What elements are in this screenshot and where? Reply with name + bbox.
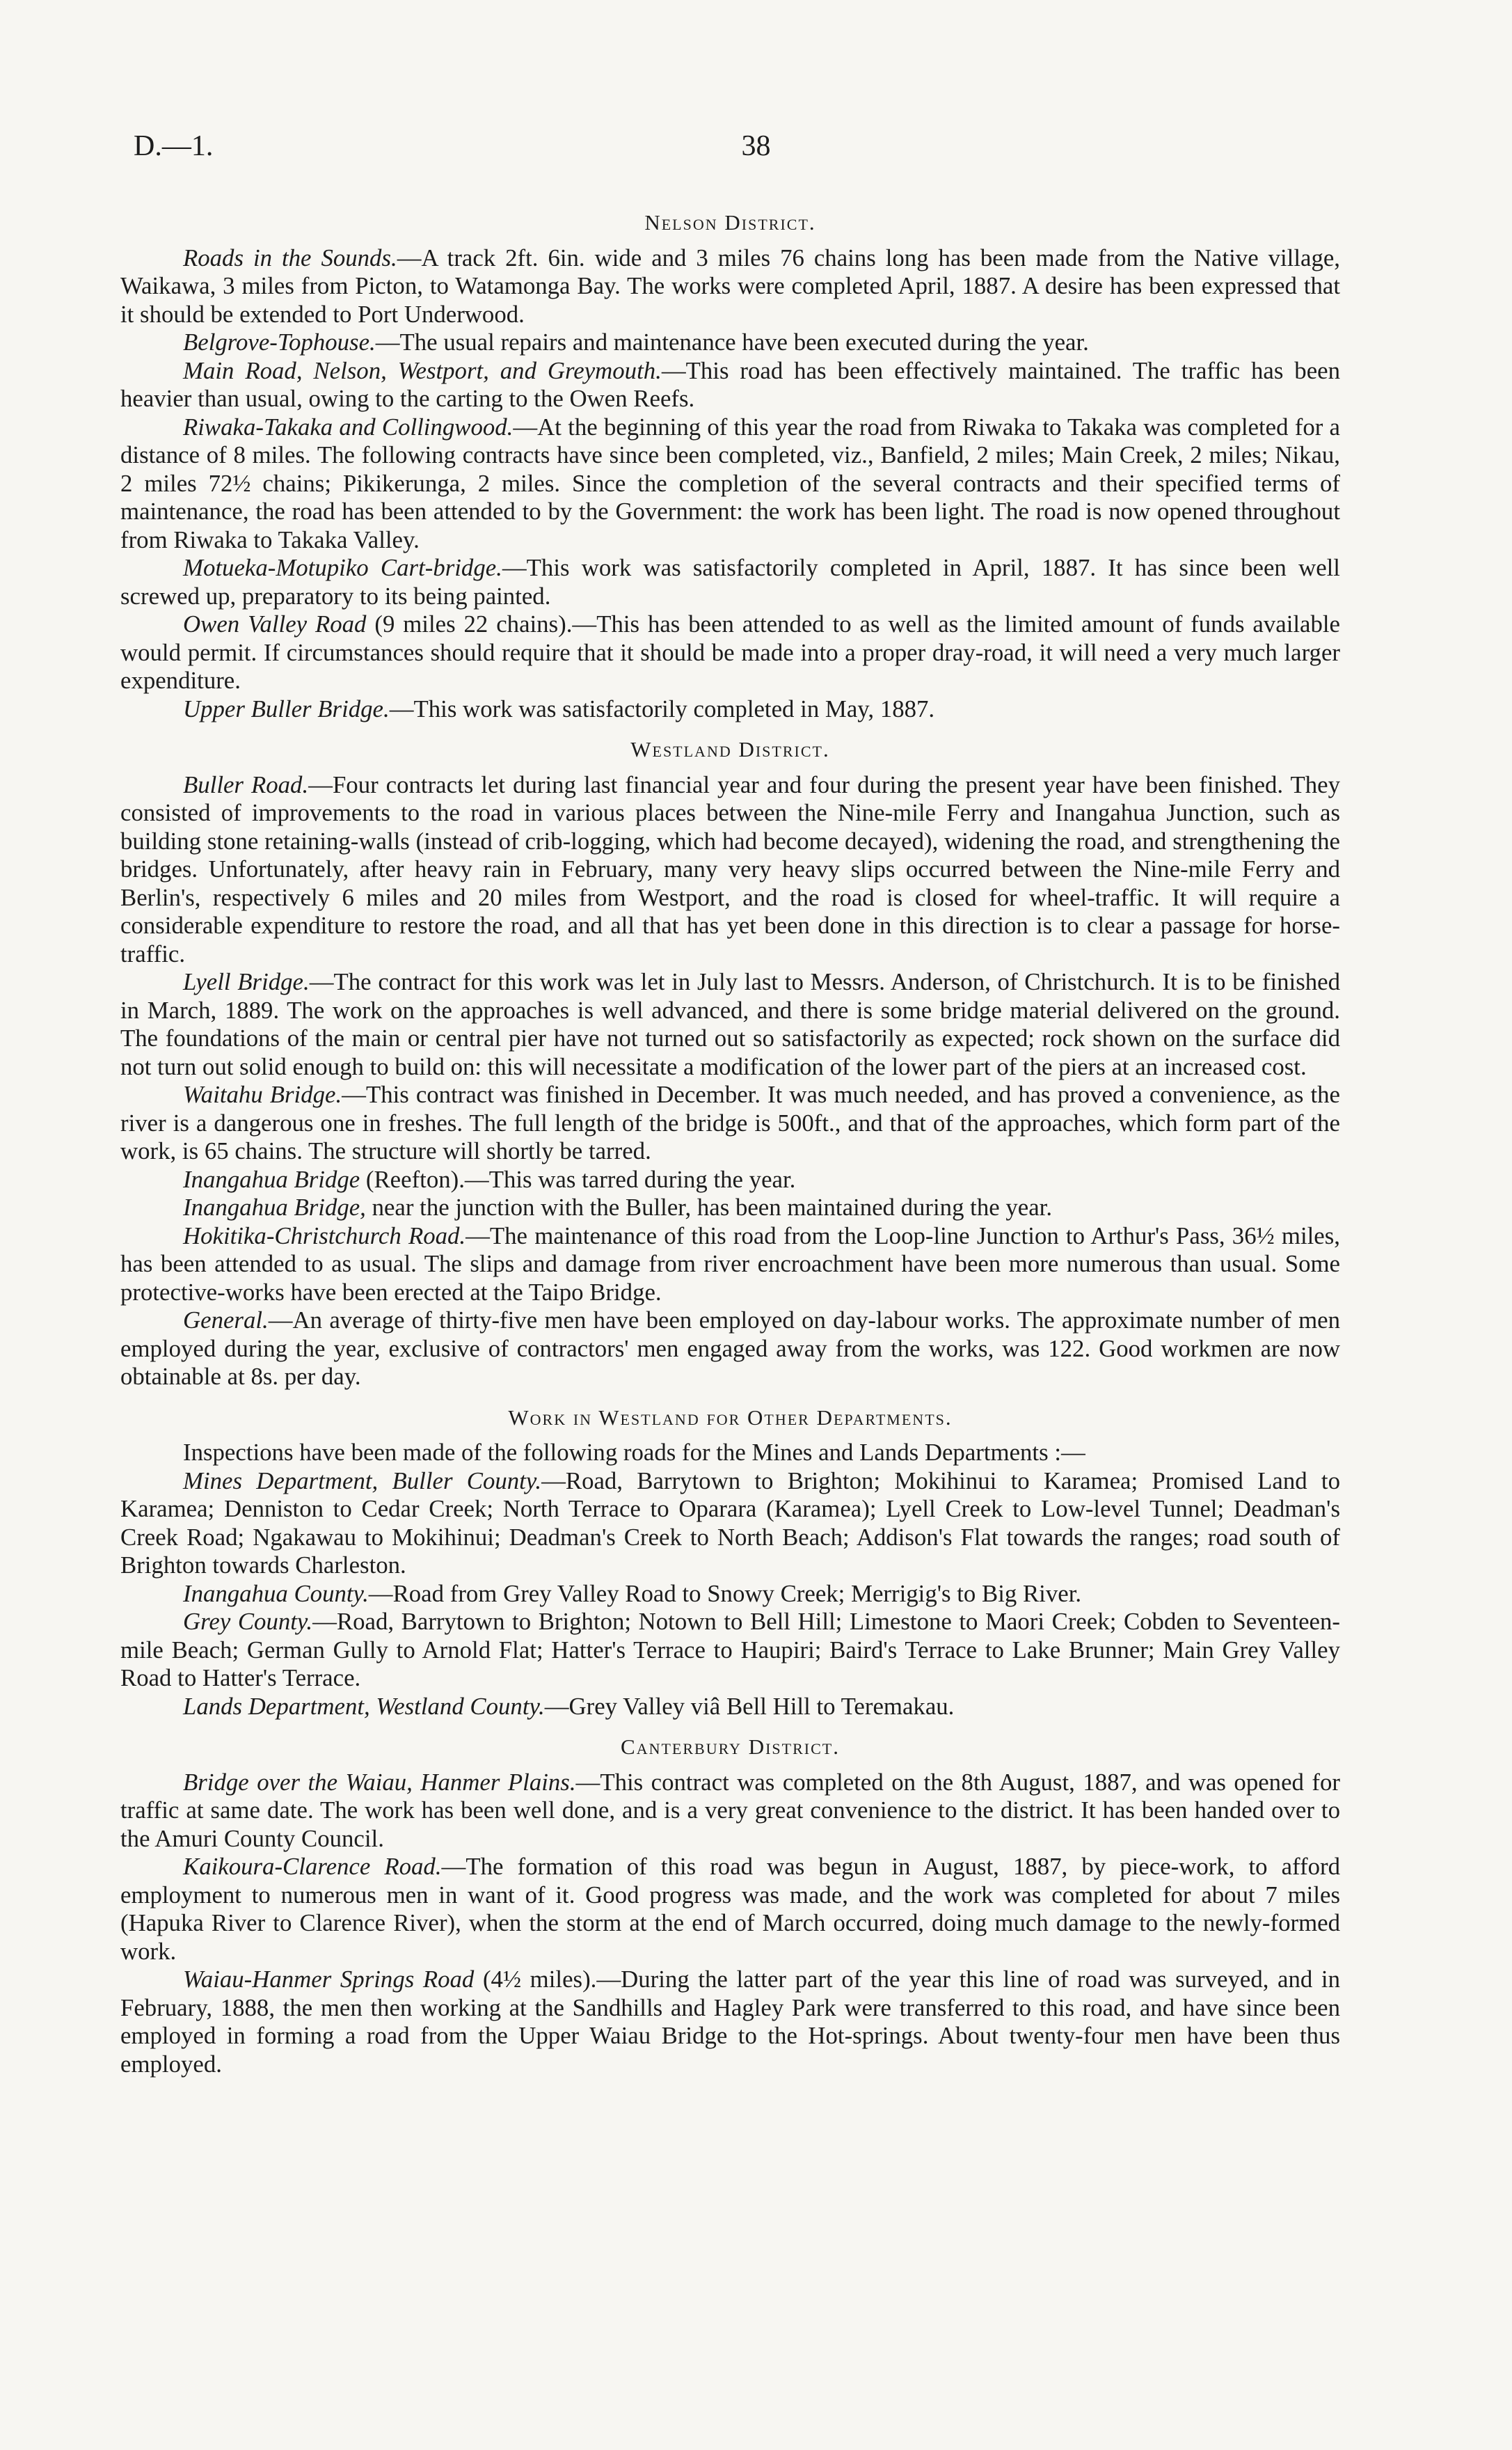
paragraph-text: —This work was satisfactorily completed in April, 1887. It has since been well screwed up, preparatory to its being painted. — [120, 554, 1340, 610]
paragraph-text: —This work was satisfactorily completed in May, 1887. — [389, 695, 935, 722]
paragraph-lead: Lands Department, Westland County. — [183, 1692, 545, 1720]
paragraph-text: (Reefton).—This was tarred during the year. — [360, 1165, 796, 1193]
paragraph-lead: Main Road, Nelson, Westport, and Greymouth. — [183, 356, 662, 384]
paragraph-text: —Road, Barrytown to Brighton; Mokihinui to Karamea; Promised Land to Karamea; Denniston to Cedar Creek; North Terrace to Oparara (Karamea); Lyell Creek to Low-level Tunnel; Deadman's Creek Road; Ngakawau to Mokihinui; Deadman's Creek to North Beach; Addison's Flat towards the ranges; road south of Brighton towards Charleston. — [120, 1467, 1341, 1579]
paragraph-text: —This road has been effectively maintained. The traffic has been heavier than usual, owing to the carting to the Owen Reefs. — [120, 356, 1340, 412]
paragraph-text: (4½ miles).—During the latter part of the year this line of road was surveyed, and in February, 1888, the men then working at the Sandhills and Hagley Park were transferred to this road, and have since been employed in forming a road from the Upper Waiau Bridge to the Hot-springs. About twenty-four men have been thus employed. — [120, 1966, 1340, 2078]
paragraph-text: —Road, Barrytown to Brighton; Notown to Bell Hill; Limestone to Maori Creek; Cobden to Seventeen-mile Beach; German Gully to Arnold Flat; Hatter's Terrace to Haupiri; Baird's Terrace to Lake Brunner; Main Grey Valley Road to Hatter's Terrace. — [120, 1608, 1340, 1691]
document-reference: D.—1. — [134, 130, 214, 162]
paragraph-lead: Hokitika-Christchurch Road. — [183, 1222, 466, 1249]
paragraph-text: Inspections have been made of the following roads for the Mines and Lands Departments :— — [183, 1439, 1085, 1466]
paragraph-lead: Inangahua Bridge, — [183, 1194, 366, 1221]
paragraph-lead: Grey County. — [183, 1608, 313, 1635]
paragraph — [120, 1194, 1340, 1222]
paragraph-lead: Kaikoura-Clarence Road. — [183, 1853, 442, 1880]
paragraph-lead: General. — [183, 1306, 269, 1334]
paragraph-text: —A track 2ft. 6in. wide and 3 miles 76 chains long has been made from the Native village, Waikawa, 3 miles from Picton, to Watamonga Bay. The works were completed April, 1887. A desire has been expressed that it should be extended to Port Underwood. — [120, 244, 1340, 328]
section-heading: Canterbury District. — [621, 1734, 840, 1759]
section-heading: Work in Westland for Other Departments. — [508, 1405, 953, 1430]
page-header — [0, 129, 1512, 178]
paragraph-lead: Owen Valley Road — [183, 610, 367, 638]
paragraph — [120, 413, 1340, 555]
paragraph-lead: Waitahu Bridge. — [183, 1081, 342, 1108]
paragraph-text: —Four contracts let during last financial year and four during the present year have been finished. They consisted of improvements to the road in various places between the Nine-mile Ferry and Inangahua Junction, such as building stone retaining-walls (instead of crib-logging, which had become decayed), widening the road, and strengthening the bridges. Unfortunately, after heavy rain in February, many very heavy slips occurred between the Nine-mile Ferry and Berlin's, respectively 6 miles and 20 miles from Westport, and the road is closed for wheel-traffic. It will require a considerable expenditure to restore the road, and all that has yet been done in this direction is to clear a passage for horse-traffic. — [120, 770, 1340, 967]
paragraph — [120, 968, 1340, 1081]
paragraph-lead: Bridge over the Waiau, Hanmer Plains. — [183, 1768, 576, 1796]
paragraph — [120, 1769, 1340, 1854]
paragraph — [120, 1306, 1340, 1391]
paragraph-lead: Upper Buller Bridge. — [183, 695, 390, 722]
paragraph — [120, 329, 1340, 357]
paragraph-text: —The maintenance of this road from the Loop-line Junction to Arthur's Pass, 36½ miles, has been attended to as usual. The slips and damage from river encroachment have been more numerous than usual. Some protective-works have been erected at the Taipo Bridge. — [120, 1222, 1340, 1306]
paragraph-text: —At the beginning of this year the road from Riwaka to Takaka was completed for a distance of 8 miles. The following contracts have since been completed, viz., Banfield, 2 miles; Main Creek, 2 miles; Nikau, 2 miles 72½ chains; Pikikerunga, 2 miles. Since the completion of the several contracts and their specified terms of maintenance, the road has been attended to by the Government: the work has been light. The road is now opened throughout from Riwaka to Takaka Valley. — [120, 413, 1340, 553]
paragraph — [120, 771, 1340, 969]
paragraph-lead: Belgrove-Tophouse. — [183, 329, 376, 356]
paragraph-lead: Roads in the Sounds. — [183, 244, 397, 271]
paragraph-text: —The formation of this road was begun in August, 1887, by piece-work, to afford employment to numerous men in want of it. Good progress was made, and the work was completed for about 7 miles (Hapuka River to Clarence River), when the storm at the end of March occurred, doing much damage to the newly-formed work. — [120, 1853, 1340, 1965]
paragraph — [120, 610, 1340, 695]
paragraph — [120, 244, 1340, 329]
paragraph-lead: Lyell Bridge. — [183, 968, 310, 995]
paragraph-text: —Road from Grey Valley Road to Snowy Creek; Merrigig's to Big River. — [368, 1579, 1082, 1607]
paragraph — [120, 1580, 1340, 1609]
paragraph — [120, 1693, 1340, 1721]
paragraph — [120, 1439, 1340, 1467]
paragraph-text: —The usual repairs and maintenance have been executed during the year. — [375, 329, 1089, 356]
paragraph-lead: Inangahua Bridge — [183, 1165, 360, 1193]
paragraph-text: —Grey Valley viâ Bell Hill to Teremakau. — [544, 1692, 955, 1720]
paragraph-lead: Motueka-Motupiko Cart-bridge. — [183, 554, 502, 581]
paragraph — [120, 554, 1340, 610]
page-content — [120, 209, 1340, 2078]
paragraph — [120, 1853, 1340, 1966]
paragraph — [120, 1966, 1340, 2078]
paragraph — [120, 1467, 1340, 1580]
section-heading: Westland District. — [630, 737, 830, 761]
paragraph — [120, 1081, 1340, 1166]
paragraph — [120, 1166, 1340, 1194]
paragraph-lead: Waiau-Hanmer Springs Road — [183, 1966, 475, 1993]
paragraph-text: —The contract for this work was let in July last to Messrs. Anderson, of Christchurch. It is to be finished in March, 1889. The work on the approaches is well advanced, and there is some bridge material delivered on the ground. The foundations of the main or central pier have not turned out so satisfactorily as expected; rock shown on the surface did not turn out solid enough to build on: this will necessitate a modification of the lower part of the piers at an increased cost. — [120, 968, 1340, 1080]
paragraph — [120, 1222, 1340, 1307]
paragraph-lead: Mines Department, Buller County. — [183, 1467, 542, 1494]
section-heading: Nelson District. — [644, 210, 816, 235]
paragraph-lead: Riwaka-Takaka and Collingwood. — [183, 413, 514, 441]
paragraph-text: near the junction with the Buller, has been maintained during the year. — [365, 1194, 1053, 1221]
paragraph-lead: Buller Road. — [183, 770, 309, 798]
paragraph-text: —An average of thirty-five men have been employed on day-labour works. The approximate number of men employed during the year, exclusive of contractors' men engaged away from the works, was 122. Good workmen are now obtainable at 8s. per day. — [120, 1306, 1340, 1390]
paragraph-text: —This contract was completed on the 8th August, 1887, and was opened for traffic at same date. The work has been well done, and is a very great convenience to the district. It has been handed over to the Amuri County Council. — [120, 1768, 1340, 1852]
page-number: 38 — [741, 130, 771, 162]
paragraph-text: (9 miles 22 chains).—This has been attended to as well as the limited amount of funds available would permit. If circumstances should require that it should be made into a proper dray-road, it will need a very much larger expenditure. — [120, 610, 1340, 694]
paragraph-text: —This contract was finished in December. It was much needed, and has proved a convenience, as the river is a dangerous one in freshes. The full length of the bridge is 500ft., and that of the approaches, which form part of the work, is 65 chains. The structure will shortly be tarred. — [120, 1081, 1340, 1164]
paragraph-lead: Inangahua County. — [183, 1579, 369, 1607]
paragraph — [120, 357, 1340, 413]
paragraph — [120, 1608, 1340, 1693]
paragraph — [120, 695, 1340, 724]
